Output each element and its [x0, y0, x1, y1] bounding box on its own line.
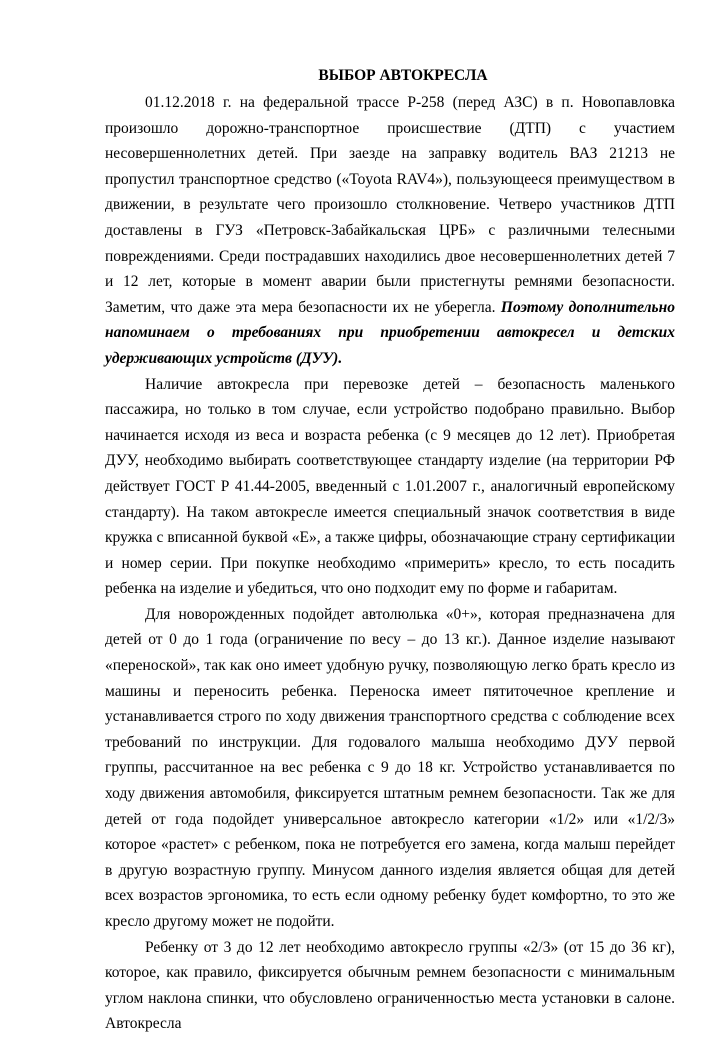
- paragraph-seat-selection: [105, 372, 675, 602]
- paragraph-text: Для новорожденных подойдет автолюлька «0+», которая предназначена для детей от 0 до 1 года (ограничение по весу – до 13 кг.). Данное изделие называют «переноской», так как оно имеет удобную ручку, позволяющую легко брать кресло из машины и переносить ребенка. Переноска имеет пятиточечное крепление и устанавливается строго по ходу движения транспортного средства с соблюдение всех требований по инструкции. Для годовалого малыша необходимо ДУУ первой группы, рассчитанное на вес ребенка с 9 до 18 кг. Устройство устанавливается по ходу движения автомобиля, фиксируется штатным ремнем безопасности. Так же для детей от года подойдет универсальное автокресло категории «1/2» или «1/2/3» которое «растет» с ребенком, пока не потребуется его замена, когда малыш перейдет в другую возрастную группу. Минусом данного изделия является общая для детей всех возрастов эргономика, то есть если одному ребенку будет комфортно, то это же кресло другому может не подойти.: [105, 605, 675, 930]
- paragraph-text: Ребенку от 3 до 12 лет необходимо автокресло группы «2/3» (от 15 до 36 кг), которое, как правило, фиксируется обычным ремнем безопасности с минимальным углом наклона спинки, что обусловлено ограниченностью места установки в салоне. Автокресла: [105, 938, 675, 1033]
- document-title: ВЫБОР АВТОКРЕСЛА: [318, 67, 488, 84]
- paragraph-newborn-seats: [105, 602, 675, 935]
- paragraph-older-children: [105, 935, 675, 1037]
- paragraph-text: 01.12.2018 г. на федеральной трассе Р-258 (перед АЗС) в п. Новопавловка произошло дорожно-транспортное происшествие (ДТП) с участием несовершеннолетних детей. При заезде на заправку водитель ВАЗ 21213 не пропустил транспортное средство («Toyota RAV4»), пользующееся преимуществом в движении, в результате чего произошло столкновение. Четверо участников ДТП доставлены в ГУЗ «Петровск-Забайкальская ЦРБ» с различными телесными повреждениями. Среди пострадавших находились двое несовершеннолетних детей 7 и 12 лет, которые в момент аварии были пристегнуты ремнями безопасности. Заметим, что даже эта мера безопасности их не уберегла.: [105, 94, 675, 316]
- paragraph-text: Наличие автокресла при перевозке детей – безопасность маленького пассажира, но только в том случае, если устройство подобрано правильно. Выбор начинается исходя из веса и возраста ребенка (с 9 месяцев до 12 лет). Приобретая ДУУ, необходимо выбирать соответствующее стандарту изделие (на территории РФ действует ГОСТ Р 41.44-2005, введенный с 1.01.2007 г., аналогичный европейскому стандарту). На таком автокресле имеется специальный значок соответствия в виде кружка с вписанной буквой «Е», а также цифры, обозначающие страну сертификации и номер серии. При покупке необходимо «примерить» кресло, то есть посадить ребенка на изделие и убедиться, что оно подходит ему по форме и габаритам.: [105, 375, 675, 598]
- paragraph-accident-report: [105, 90, 675, 372]
- paragraph-emphasis: Поэтому дополнительно напоминаем о требованиях при приобретении автокресел и детских удерживающих устройств (ДУУ).: [105, 298, 675, 367]
- document-page: [105, 62, 675, 1037]
